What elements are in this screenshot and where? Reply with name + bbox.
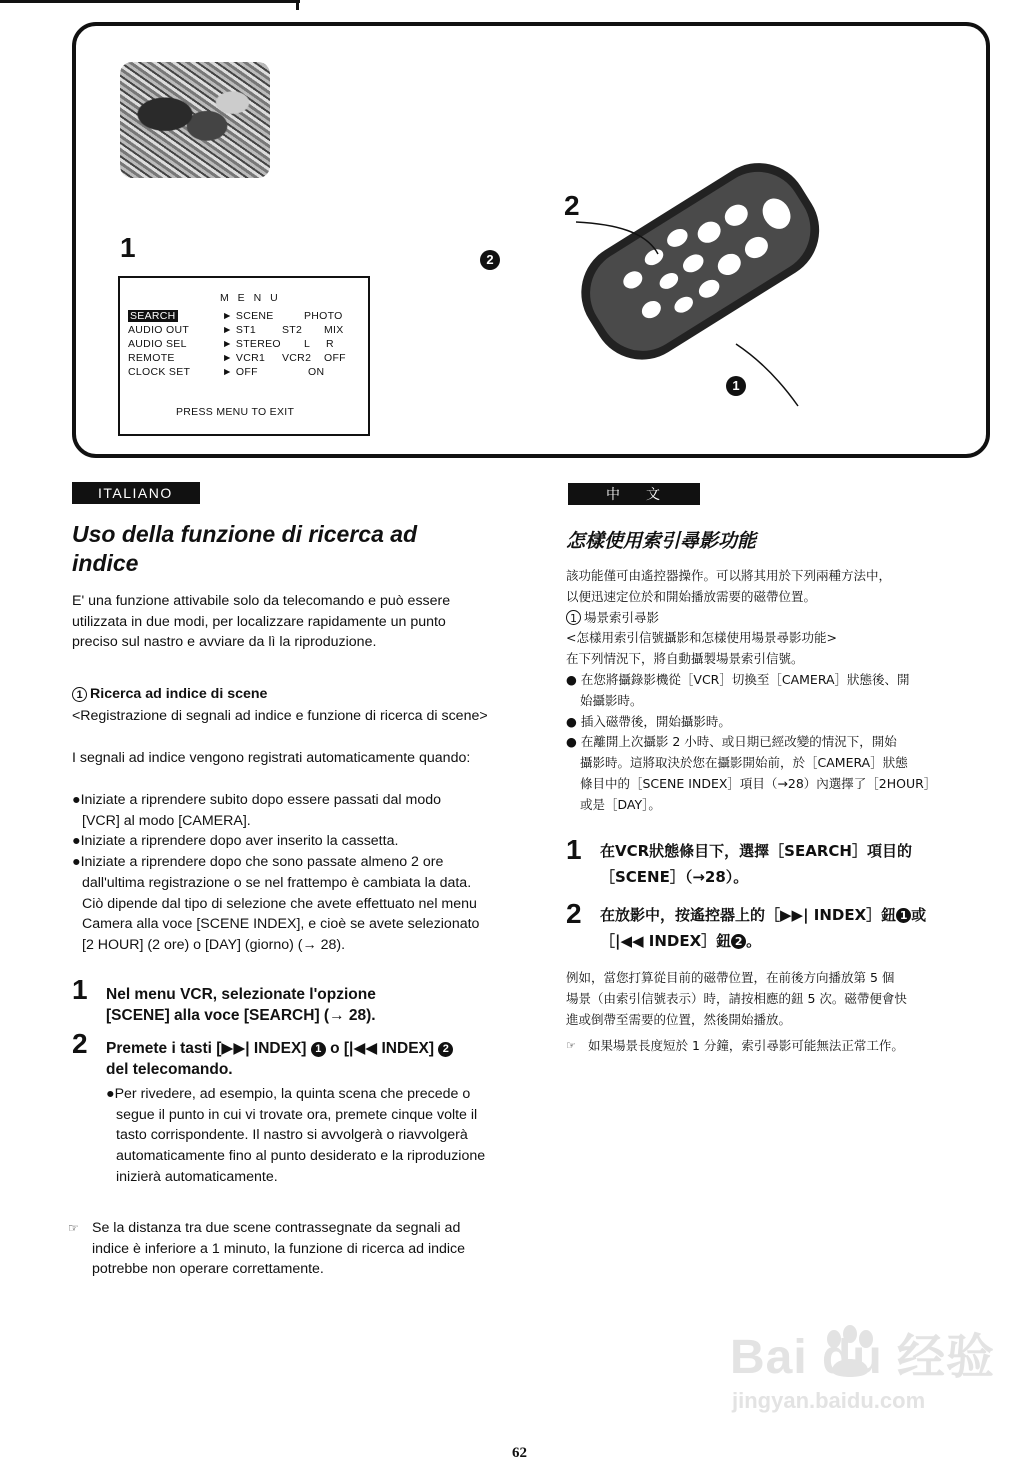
- heading-italian: Uso della funzione di ricerca ad indice: [72, 521, 418, 576]
- step-1-line: 在VCR狀態條目下，選擇［SEARCH］項目的: [600, 842, 912, 860]
- circled-number-1: 1: [72, 687, 87, 702]
- menu-row-value: R: [326, 338, 334, 350]
- step-1-italian: Nel menu VCR, selezionate l'opzione [SCENE] alla voce [SEARCH] (→ 28).: [106, 986, 376, 1024]
- menu-row-value: ► SCENE: [222, 310, 274, 322]
- menu-row: [128, 324, 364, 338]
- step-2-text-b: o [|◀◀ INDEX]: [330, 1040, 435, 1057]
- menu-row-value: ► VCR1: [222, 352, 266, 364]
- menu-row: [128, 310, 364, 324]
- top-rule: [0, 0, 300, 3]
- figure-number-1: 1: [120, 232, 136, 263]
- note-chinese: 如果場景長度短於 1 分鐘，索引尋影可能無法正常工作。: [588, 1038, 904, 1053]
- callout-ref-1: 1: [311, 1042, 326, 1057]
- menu-row: [128, 338, 364, 352]
- menu-row-value: MIX: [324, 324, 344, 336]
- circled-number-1: 1: [566, 610, 581, 625]
- list-item: ● 在您將攝錄影機從［VCR］切換至［CAMERA］狀態後、開: [566, 671, 910, 687]
- list-item: ● 插入磁帶後，開始攝影時。: [566, 713, 731, 729]
- callout-ref-1: 1: [896, 908, 911, 923]
- auto-text-italian: I segnali ad indice vengono registrati automaticamente quando:: [72, 750, 471, 766]
- step-1-line: ［SCENE］（→28）。: [600, 868, 749, 886]
- step-2-text-a: Premete i tasti [▶▶| INDEX]: [106, 1040, 307, 1057]
- step-2-text-a: 在放影中，按遙控器上的［▶▶| INDEX］鈕: [600, 906, 897, 924]
- subsection-title-text: 場景索引尋影: [584, 609, 660, 625]
- subsection-sub-italian: <Registrazione di segnali ad indice e funzione di ricerca di scene>: [72, 708, 488, 724]
- menu-screen: [118, 276, 370, 436]
- subsection-title-text: Ricerca ad indice di scene: [90, 686, 268, 702]
- menu-row-label: REMOTE: [128, 352, 175, 364]
- remote-control-illustration: [536, 144, 856, 424]
- list-item-text: Iniziate a riprendere subito dopo essere passati dal modo [VCR] al modo [CAMERA].: [80, 792, 442, 829]
- example-line: 例如，當您打算從目前的磁帶位置，在前後方向播放第 5 個: [566, 970, 895, 985]
- callout-line-1: [736, 344, 798, 406]
- step-2-line: [600, 902, 990, 928]
- menu-row-value: ► STEREO: [222, 338, 281, 350]
- menu-row-value: ST2: [282, 324, 303, 336]
- menu-footer: PRESS MENU TO EXIT: [176, 406, 295, 418]
- list-item: ●Iniziate a riprendere dopo che sono passate almeno 2 ore dall'ultima registrazione o se nel frattempo è cambiata la data. Ciò dipende dal tipo di selezione che avete effettuato nel menu Camera alla voce [SCENE INDEX], e cioè se avete selezionato [2 HOUR] (2 ore) o [DAY] (giorno) (→ 28).: [72, 854, 480, 953]
- watermark-brand: Bai du 经验: [730, 1331, 996, 1384]
- menu-title: M E N U: [220, 292, 281, 304]
- note-mark-italian: ☞: [68, 1221, 79, 1235]
- list-item: ●Iniziate a riprendere dopo aver inserito la cassetta.: [72, 833, 399, 850]
- list-item-text: 在離開上次攝影 2 小時、或日期已經改變的情況下，開始: [580, 734, 897, 750]
- list-item: ● 在離開上次攝影 2 小時、或日期已經改變的情況下，開始: [566, 734, 897, 750]
- list-item-text: 條目中的［SCENE INDEX］項目（→28）內選擇了［2HOUR］: [580, 775, 937, 791]
- step-2-text-c: ［|◀◀ INDEX］鈕: [600, 932, 732, 950]
- step-2-note-text: Per rivedere, ad esempio, la quinta scena che precede o segue il punto in cui vi trovate ora, premete cinque volte il tasto corrispondente. Il nastro si avvolgerà o riavvolgerà automaticamente fino al punto desiderato e la riproduzione inizierà automaticamente.: [114, 1086, 486, 1185]
- note-italian: Se la distanza tra due scene contrassegnate da segnali ad indice è inferiore a 1 minuto, la funzione di ricerca ad indice potrebbe non operare correttamente.: [92, 1220, 466, 1278]
- menu-row-value: L: [304, 338, 311, 350]
- menu-row-value: ON: [308, 366, 325, 378]
- bullet-list-italian: [72, 790, 482, 956]
- watermark: [730, 1318, 996, 1413]
- menu-row-value: OFF: [324, 352, 346, 364]
- list-item-text: 攝影時。這將取決於您在攝影開始前，於［CAMERA］狀態: [580, 755, 908, 771]
- figure-number-2: 2: [564, 190, 580, 221]
- list-item-text: 或是［DAY］。: [580, 796, 661, 812]
- page-number: 62: [512, 1445, 527, 1461]
- list-item-text: Iniziate a riprendere dopo che sono passate almeno 2 ore dall'ultima registrazione o se nel frattempo è cambiata la data. Ciò dipende dal tipo di selezione che avete effettuato nel menu Camera alla voce [SCENE INDEX], e cioè se avete selezionato [2 HOUR] (2 ore) o [DAY] (giorno) (→ 28).: [80, 854, 480, 953]
- illustration-panel: [72, 22, 990, 458]
- section-label-italian: ITALIANO: [72, 482, 200, 504]
- menu-row-value: ► OFF: [222, 366, 258, 378]
- menu-row: [128, 352, 364, 366]
- menu-row: [128, 366, 364, 380]
- auto-text-chinese: 在下列情況下，將自動攝製場景索引信號。: [566, 651, 804, 667]
- example-line: 場景（由索引信號表示）時，請按相應的鈕 5 次。磁帶便會快: [566, 990, 907, 1006]
- menu-row-label: AUDIO OUT: [128, 324, 190, 336]
- list-item-text: 在您將攝錄影機從［VCR］切換至［CAMERA］狀態後、開: [580, 671, 910, 687]
- step-2-note-italian: ●Per rivedere, ad esempio, la quinta scena che precede o segue il punto in cui vi trovate ora, premete cinque volte il tasto corrispondente. Il nastro si avvolgerà o riavvolgerà automaticamente fino al punto desiderato e la riproduzione inizierà automaticamente.: [106, 1086, 486, 1185]
- intro-line: 以便迅速定位於和開始播放需要的磁帶位置。: [566, 588, 817, 604]
- menu-row-value: VCR2: [282, 352, 312, 364]
- step-2-chinese: [600, 902, 990, 954]
- callout-1: 1: [726, 376, 746, 396]
- callout-2: 2: [480, 250, 500, 270]
- example-chinese: [566, 968, 990, 1030]
- subsection-title-italian: [72, 684, 484, 705]
- menu-row-label: CLOCK SET: [128, 366, 191, 378]
- menu-row-value: PHOTO: [304, 310, 343, 322]
- step-2-line: [600, 928, 990, 954]
- menu-row-label: SEARCH: [130, 310, 176, 322]
- callout-ref-2: 2: [731, 934, 746, 949]
- watermark-url: jingyan.baidu.com: [732, 1388, 926, 1413]
- list-item-text: 始攝影時。: [580, 692, 643, 708]
- list-item-text: Iniziate a riprendere dopo aver inserito la cassetta.: [80, 833, 399, 850]
- heading-chinese: 怎樣使用索引尋影功能: [566, 531, 757, 552]
- step-2-text-d: 。: [746, 932, 762, 950]
- viewfinder-photo: [120, 62, 270, 178]
- example-line: 進或倒帶至需要的位置，然後開始播放。: [566, 1011, 792, 1027]
- top-rule-tick: [296, 0, 299, 10]
- list-item: ●Iniziate a riprendere subito dopo essere passati dal modo [VCR] al modo [CAMERA].: [72, 792, 442, 829]
- callout-ref-2: 2: [438, 1042, 453, 1057]
- intro-chinese: [566, 566, 986, 816]
- step-2-text-c: del telecomando.: [106, 1061, 233, 1078]
- menu-row-label: AUDIO SEL: [128, 338, 187, 350]
- section-label-chinese: 中 文: [568, 483, 700, 505]
- list-item-text: 插入磁帶後，開始攝影時。: [580, 713, 731, 729]
- note-mark-chinese: ☞: [566, 1039, 576, 1052]
- intro-italian: E' una funzione attivabile solo da telecomando e può essere utilizzata in due modi, per localizzare rapidamente un punto preciso sul nastro e avviare da lì la riproduzione.: [72, 593, 451, 651]
- step-number-1-italian: 1: [72, 974, 88, 1005]
- step-1-chinese: [600, 838, 990, 890]
- menu-row-value: ► ST1: [222, 324, 257, 336]
- step-number-2-italian: 2: [72, 1028, 88, 1059]
- subsection-title-chinese: [566, 608, 986, 629]
- intro-line: 該功能僅可由遙控器操作。可以將其用於下列兩種方法中，: [566, 568, 892, 583]
- subsection-sub-chinese: <怎樣用索引信號攝影和怎樣使用場景尋影功能>: [566, 630, 837, 646]
- step-2-text-b: 或: [911, 906, 927, 924]
- step-number-2-chinese: 2: [566, 898, 582, 929]
- step-2-italian: [106, 1038, 466, 1080]
- step-number-1-chinese: 1: [566, 834, 582, 865]
